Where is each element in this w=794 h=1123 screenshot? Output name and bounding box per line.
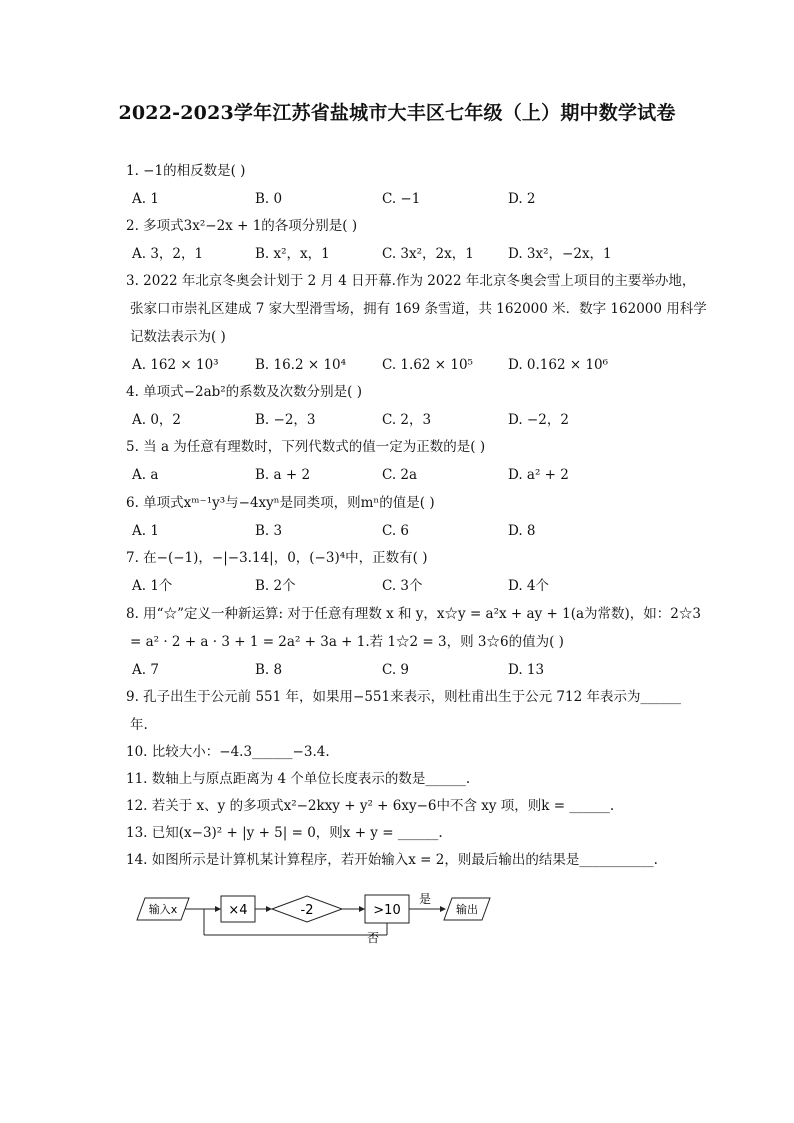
q6-option-d: D. 8 [508, 523, 536, 539]
question-13: 13. 已知(x−3)² + |y + 5| = 0，则x + y = ______. [126, 825, 443, 841]
question-9-line-2: 年. [130, 717, 148, 733]
q3-option-c: C. 1.62 × 10⁵ [382, 357, 473, 373]
q4-option-c: C. 2，3 [382, 412, 432, 428]
q6-option-c: C. 6 [382, 523, 410, 539]
q1-option-c: C. −1 [382, 191, 421, 207]
arrowhead-1 [215, 906, 221, 912]
question-3-line-2: 张家口市崇礼区建成 7 家大型滑雪场，拥有 169 条雪道，共 162000 米．数字 162000 用科学 [130, 301, 707, 317]
q7-option-c: C. 3个 [382, 578, 423, 594]
q8-option-c: C. 9 [382, 662, 410, 678]
q2-option-c: C. 3x²，2x，1 [382, 246, 474, 262]
q2-option-a: A. 3，2，1 [132, 246, 204, 262]
document-title: 2022-2023学年江苏省盐城市大丰区七年级（上）期中数学试卷 [118, 102, 676, 124]
q5-option-d: D. a² + 2 [508, 467, 569, 483]
question-8-line-1: 8. 用“☆”定义一种新运算: 对于任意有理数 x 和 y，x☆y = a²x + ay + 1(a为常数)，如：2☆3 [126, 606, 701, 622]
question-3-line-3: 记数法表示为( ) [130, 329, 226, 345]
arrowhead-4 [440, 906, 446, 912]
question-14: 14. 如图所示是计算机某计算程序，若开始输入x = 2，则最后输出的结果是___________. [126, 852, 658, 868]
question-1: 1. −1的相反数是( ) [126, 163, 246, 179]
multiply-label: ×4 [228, 903, 248, 918]
q8-option-a: A. 7 [132, 662, 159, 678]
program-flowchart [135, 882, 505, 944]
yes-label: 是 [418, 892, 432, 906]
q5-option-c: C. 2a [382, 467, 418, 483]
q4-option-a: A. 0，2 [132, 412, 182, 428]
q6-option-b: B. 3 [255, 523, 283, 539]
input-label: 输入x [148, 903, 178, 916]
q3-option-a: A. 162 × 10³ [132, 357, 219, 373]
question-9-line-1: 9. 孔子出生于公元前 551 年，如果用−551来表示，则杜甫出生于公元 712 年表示为______ [126, 689, 681, 705]
question-4: 4. 单项式−2ab²的系数及次数分别是( ) [126, 384, 362, 400]
q7-option-d: D. 4个 [508, 578, 550, 594]
question-6: 6. 单项式xᵐ⁻¹y³与−4xyⁿ是同类项，则mⁿ的值是( ) [126, 495, 435, 511]
arrowhead-3 [359, 906, 365, 912]
question-12: 12. 若关于 x、y 的多项式x²−2kxy + y² + 6xy−6中不含 xy 项，则k = ______. [126, 798, 615, 814]
q1-option-d: D. 2 [508, 191, 536, 207]
q4-option-b: B. −2，3 [255, 412, 316, 428]
q3-option-d: D. 0.162 × 10⁶ [508, 357, 609, 373]
q8-option-b: B. 8 [255, 662, 283, 678]
output-label: 输出 [456, 903, 478, 916]
q8-option-d: D. 13 [508, 662, 545, 678]
question-11: 11. 数轴上与原点距离为 4 个单位长度表示的数是______. [126, 771, 471, 787]
question-5: 5. 当 a 为任意有理数时，下列代数式的值一定为正数的是( ) [126, 439, 486, 455]
q5-option-a: A. a [132, 467, 159, 483]
q2-option-d: D. 3x²，−2x，1 [508, 246, 612, 262]
question-3-line-1: 3. 2022 年北京冬奥会计划于 2 月 4 日开幕.作为 2022 年北京冬奥会雪上项目的主要举办地， [126, 273, 696, 289]
q6-option-a: A. 1 [132, 523, 159, 539]
q5-option-b: B. a + 2 [255, 467, 311, 483]
compare-label: >10 [373, 903, 401, 918]
q7-option-b: B. 2个 [255, 578, 296, 594]
q1-option-a: A. 1 [132, 191, 159, 207]
question-7: 7. 在−(−1)，−|−3.14|，0，(−3)⁴中，正数有( ) [126, 550, 428, 566]
subtract-label: -2 [300, 903, 314, 918]
no-label: 否 [366, 931, 380, 944]
question-2: 2. 多项式3x²−2x + 1的各项分别是( ) [126, 218, 358, 234]
q3-option-b: B. 16.2 × 10⁴ [255, 357, 347, 373]
question-10: 10. 比较大小：−4.3______−3.4. [126, 744, 330, 760]
q4-option-d: D. −2，2 [508, 412, 569, 428]
q2-option-b: B. x²，x，1 [255, 246, 330, 262]
q1-option-b: B. 0 [255, 191, 283, 207]
question-8-line-2: = a² · 2 + a · 3 + 1 = 2a² + 3a + 1.若 1☆2 = 3，则 3☆6的值为( ) [130, 634, 564, 650]
q7-option-a: A. 1个 [132, 578, 173, 594]
